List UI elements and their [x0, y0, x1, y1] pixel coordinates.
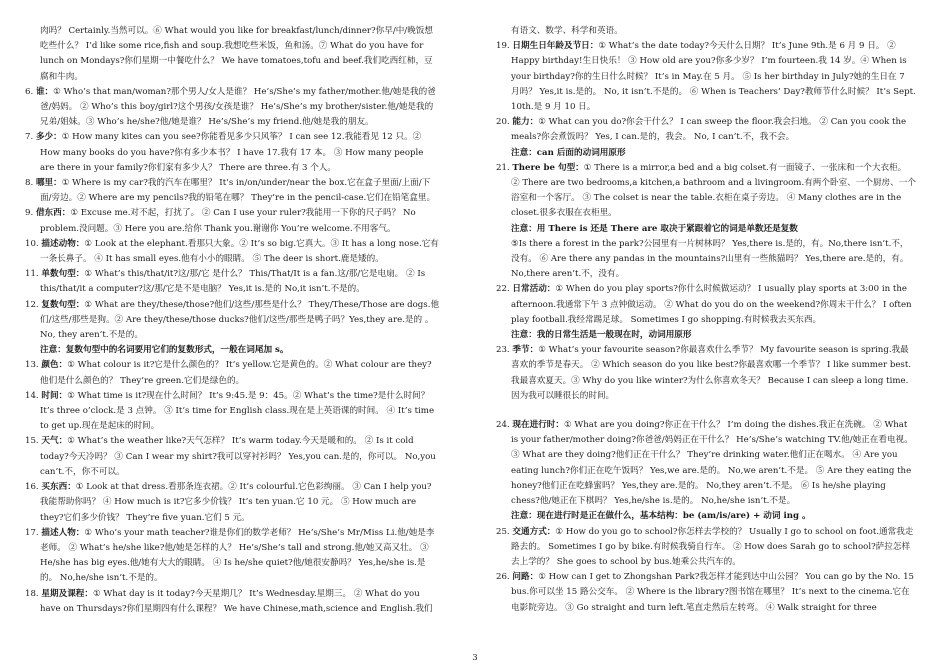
list-item: [496, 525, 916, 571]
item-title: 能力：: [512, 117, 539, 128]
list-item: [25, 298, 440, 344]
list-item: [25, 526, 440, 587]
item-title: 买东西：: [41, 482, 76, 493]
page-number: 3: [472, 653, 478, 663]
item-number: 15.: [25, 436, 42, 447]
list-item: [25, 587, 440, 617]
item-number: 20.: [496, 117, 513, 128]
item-number: 24.: [496, 420, 513, 431]
item-title: 复数句型：: [41, 299, 85, 310]
list-item: [496, 161, 916, 222]
item-title: 描述动物：: [41, 238, 85, 249]
list-item: [25, 85, 440, 131]
list-item: [25, 237, 440, 267]
list-item: [496, 115, 916, 145]
item-number: 8.: [25, 178, 36, 189]
item-title: 天气：: [41, 436, 68, 447]
item-number: 14.: [25, 390, 42, 401]
item-body: ① What are you doing?你正在干什么？ I’m doing the dishes.我正在洗碗。 ② What is your father/mother doing?你爸爸/妈妈正在干什么？ He’s/She’s watching TV.他/她正在看电视。 ③ What are they doing?他们正在干什么？ They’re drinking water.他们正在喝水。 ④ Are you eating lunch?你们正在吃午饭吗？ Yes,we are.是的。 No,we aren’t.不是。 ⑤ Are they eating the honey?他们正在吃蜂蜜吗？ Yes,they are.是的。 No,they aren’t.不是。 ⑥ Is he/she playing chess?他/她正在下棋吗？ Yes,he/she is.是的。 No,he/she isn’t.不是。: [511, 420, 913, 507]
item-body: ① Who’s that man/woman?那个男人/女人是谁？ He’s/She’s my father/mother.他/她是我的爸爸/妈妈。 ② Who’s this boy/girl?这个男孩/女孩是谁？ He’s/She’s my brother/sister.他/她是我的兄弟/姐妹。③ Who’s he/she?他/她是谁？ He’s/She’s my friend.他/她是我的朋友。: [40, 86, 436, 128]
right-column: [496, 24, 916, 616]
note: 注意：现在进行时是正在做什么，基本结构：be (am/is/are) + 动词 ing 。: [511, 511, 811, 522]
item-title: 谁：: [35, 86, 54, 97]
item-number: 12.: [25, 299, 42, 310]
continued-text: ⑤Is there a forest in the park?公园里有一片树林吗？ Yes,there is.是的，有。No,there isn’t.不，没有。 ⑥ Are there any pandas in the mountains?山里有一些熊猫吗？ Yes,there are.是的，有。 No,there aren’t.不，没有。: [511, 238, 909, 280]
list-item: [496, 570, 916, 616]
spacer: [496, 404, 916, 418]
item-body: ① Who’s your math teacher?谁是你们的数学老师？ He’s/She’s Mr/Miss Li.他/她是李老师。 ② What’s he/she like?他/她是怎样的人？ He’s/She’s tall and strong.他/她又高又壮。 ③ He/she has big eyes.他/她有大大的眼睛。 ④ Is he/she quiet?他/她很安静吗？ Yes,he/she is.是的。 No,he/she isn’t.不是的。: [40, 527, 435, 584]
note: 注意：用 There is 还是 There are 取决于紧跟着它的词是单数还是复数: [511, 223, 798, 234]
item-number: 21.: [496, 162, 513, 173]
item-number: 19.: [496, 41, 513, 52]
list-item: [25, 358, 440, 388]
item-title: 现在进行时：: [512, 420, 564, 431]
item-body: ① What are they/these/those?他们/这些/那些是什么？ They/These/Those are dogs.他们/这些/那些是狗。② Are they/these/those ducks?他们/这些/那些是鸭子吗？Yes,they are.是的 。 No, they aren’t.不是的。: [40, 299, 440, 341]
list-item: [496, 418, 916, 509]
item-number: 25.: [496, 526, 513, 537]
item-body: ① Excuse me.对不起，打扰了。 ② Can I use your ruler?我能用一下你的尺子吗？ No problem.没问题。③ Here you are.给你 Thank you.谢谢你 You’re welcome.不用客气。: [40, 208, 416, 234]
item-title: 日常活动：: [512, 284, 556, 295]
continued-text: 有语文、数学、科学和英语。: [511, 26, 623, 36]
item-body: ① How do you go to school?你怎样去学校的？ Usually I go to school on foot.通常我走路去的。 Sometimes I go by bike.有时候我骑自行车。 ② How does Sarah go to school?萨拉怎样去上学的？ She goes to school by bus.她乘公共汽车的。: [511, 526, 914, 567]
list-item: [496, 343, 916, 404]
item-number: 7.: [25, 132, 36, 143]
list-item: [25, 130, 440, 176]
list-item: [25, 176, 440, 206]
item-body: ① What’s the weather like?天气怎样？ It’s warm today.今天是暖和的。 ② Is it cold today?今天冷吗？ ③ Can I wear my shirt?我可以穿衬衫吗？ Yes,you can.是的，你可以。 No,you can’t.不，你不可以。: [40, 436, 436, 477]
item-title: 交通方式：: [512, 526, 556, 537]
item-body: ① What’s your favourite season?你最喜欢什么季节？ My favourite season is spring.我最喜欢的季节是春天。 ② Which season do you like best?你最喜欢哪一个季节？ I like summer best.我最喜欢夏天。③ Why do you like winter?为什么你喜欢冬天？ Because I can sleep a long time.因为我可以睡很长的时间。: [511, 345, 912, 401]
item-title: 多少：: [35, 132, 62, 143]
item-body: ① How many kites can you see?你能看见多少只风筝？ I can see 12.我能看见 12 只。② How many books do you have?你有多少本书？ I have 17.我有 17 本。 ③ How many people are there in your family?你们家有多少人？ There are three.有 3 个人。: [40, 132, 424, 173]
item-title: 季节：: [512, 345, 539, 356]
item-number: 17.: [25, 527, 42, 538]
continued-text: 肉吗？ Certainly.当然可以。⑥ What would you like for breakfast/lunch/dinner?你早/中/晚饭想吃些什么？ I’d like some rice,fish and soup.我想吃些米饭，鱼和汤。⑦ What do you have for lunch on Mondays?你们星期一中餐吃什么？ We have tomatoes,tofu and beef.我们吃西红柿，豆腐和牛肉。: [40, 26, 433, 82]
item-number: 10.: [25, 238, 42, 249]
note: 注意：复数句型中的名词要用它们的复数形式，一般在词尾加 s。: [40, 345, 289, 356]
list-item: [496, 282, 916, 328]
item-number: 18.: [25, 588, 42, 599]
item-number: 23.: [496, 345, 513, 356]
item-title: There be 句型：: [512, 162, 584, 173]
item-body: ① What day is it today?今天星期几？ It’s Wednesday.星期三。 ② What do you have on Thursdays?你们星期四有什么课程？ We have Chinese,math,science and English.我们: [40, 588, 433, 614]
item-body: ① How can I get to Zhongshan Park?我怎样才能到达中山公园？ You can go by the No. 15 bus.你可以坐 15 路公交车。 ② Where is the library?图书馆在哪里？ It’s next to the cinema.它在电影院旁边。 ③ Go straight and turn left.笔直走然后左转弯。 ④ Walk straight for three: [511, 572, 915, 613]
item-body: ① What time is it?现在什么时间？ It’s 9:45.是 9：45。② What’s the time?是什么时间？ It’s three o’clock.是 3 点钟。 ③ It’s time for English class.现在是上英语课的时间。 ④ It’s time to get up.现在是起床的时间。: [40, 390, 435, 432]
item-title: 哪里：: [35, 178, 62, 189]
item-title: 借东西：: [35, 208, 71, 219]
left-column: [25, 24, 440, 617]
item-body: ① Look at that dress.看那条连衣裙。② It’s colourful.它色彩绚丽。 ③ Can I help you?我能帮助你吗？ ④ How much is it?它多少价钱？ It’s ten yuan.它 10 元。 ⑤ How much are they?它们多少价钱？ They’re five yuan.它们 5 元。: [40, 482, 432, 523]
item-body: ① There is a mirror,a bed and a big colset.有一面镜子、一张床和一个大衣柜。 ② There are two bedrooms,a kitchen,a bathroom and a livingroom.有两个卧室、一个厨房、一个浴室和一个客厅。 ③ The colset is near the table.衣柜在桌子旁边。 ④ Many clothes are in the closet.很多衣服在衣柜里。: [511, 162, 916, 219]
item-title: 日期生日年龄及节日：: [512, 41, 599, 52]
note: 注意：can 后面的动词用原形: [511, 147, 626, 158]
item-body: ① What colour is it?它是什么颜色的？ It’s yellow.它是黄色的。② What colour are they?他们是什么颜色的？ They’re green.它们是绿色的。: [40, 360, 432, 386]
item-body: ① What’s this/that/it?这/那/它 是什么？ This/That/It is a fan.这/那/它是电扇。 ② Is this/that/it a computer?这/那/它是不是电脑？ Yes,it is.是的 No,it isn’t.不是的。: [40, 269, 426, 295]
item-number: 22.: [496, 284, 513, 295]
list-item: [25, 267, 440, 297]
item-title: 时间：: [41, 390, 68, 401]
item-body: ① What’s the date today?今天什么日期？ It’s June 9th.是 6 月 9 日。 ② Happy birthday!生日快乐！ ③ How old are you?你多少岁？ I’m fourteen.我 14 岁。④ When is your birthday?你的生日什么时候？ It’s in May.在 5 月。 ⑤ Is her birthday in July?她的生日在 7 月吗？ Yes,it is.是的。 No, it isn’t.不是的。 ⑥ When is Teachers’ Day?教师节什么时候？ It’s Sept. 10th.是 9 月 10 日。: [511, 41, 916, 113]
item-number: 16.: [25, 482, 42, 493]
list-item: [496, 39, 916, 115]
list-item: [25, 389, 440, 435]
item-title: 描述人物：: [41, 527, 85, 538]
item-body: ① What can you do?你会干什么？ I can sweep the floor.我会扫地。 ② Can you cook the meals?你会煮饭吗？ Yes, I can.是的，我会。 No, I can’t.不，我不会。: [511, 117, 907, 143]
item-number: 9.: [25, 208, 36, 219]
item-number: 26.: [496, 572, 513, 583]
item-body: ① Look at the elephant.看那只大象。② It’s so big.它真大。③ It has a long nose.它有一条长鼻子。 ④ It has small eyes.他有小小的眼睛。 ⑤ The deer is short.鹿是矮的。: [40, 238, 439, 265]
item-body: ① When do you play sports?你什么时候做运动？ I usually play sports at 3:00 in the afternoon.我通常下午 3 点钟做运动。 ② What do you do on the weekend?你周末干什么？ I often play football.我经常踢足球。 Sometimes I go shopping.有时候我去买东西。: [511, 284, 912, 325]
item-title: 单数句型：: [41, 269, 85, 280]
item-number: 11.: [25, 269, 42, 280]
list-item: [25, 480, 440, 526]
item-title: 问路：: [512, 572, 539, 583]
item-number: 13.: [25, 360, 42, 371]
note: 注意：我的日常生活是一般现在时，动词用原形: [511, 330, 692, 341]
item-title: 颜色：: [41, 360, 68, 371]
list-item: [25, 206, 440, 236]
item-body: ① Where is my car?我的汽车在哪里？ It’s in/on/under/near the box.它在盒子里面/上面/下面/旁边。② Where are my pencils?我的铅笔在哪？ They’re in the pencil-case.它们在铅笔盒里。: [40, 178, 436, 204]
list-item: [25, 434, 440, 480]
item-number: 6.: [25, 86, 36, 97]
item-title: 星期及课程：: [41, 588, 93, 599]
